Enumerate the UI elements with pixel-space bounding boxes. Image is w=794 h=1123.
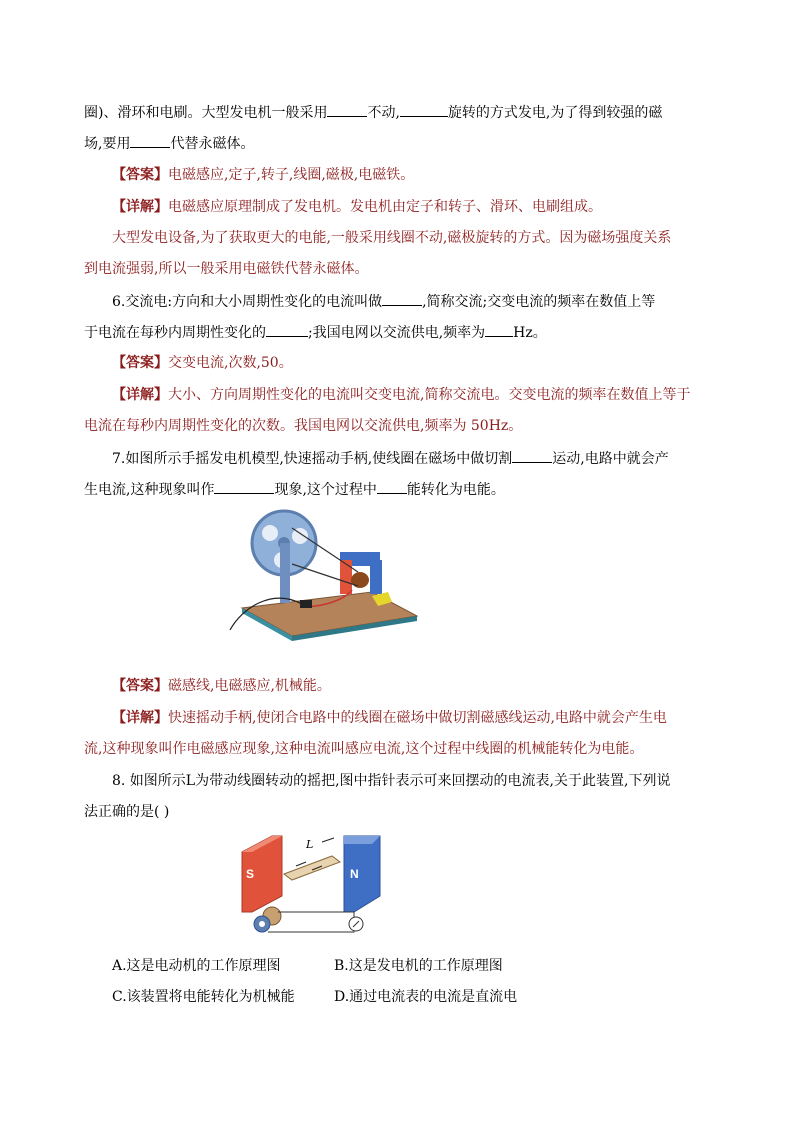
magnet-pole-right	[370, 560, 382, 594]
blank	[214, 479, 274, 494]
blank	[130, 133, 170, 148]
q5-text: 圈)、滑环和电刷。大型发电机一般采用	[84, 105, 328, 121]
q7-text: 生电流,这种现象叫作	[84, 482, 215, 498]
blank	[400, 102, 448, 117]
q5-line-2	[84, 133, 254, 154]
generator-principle-figure	[232, 826, 392, 944]
blank	[377, 479, 407, 494]
detail-text: 到电流强弱,所以一般采用电磁铁代替永磁体。	[84, 261, 369, 277]
blank	[512, 448, 552, 463]
detail-text: 电磁感应原理制成了发电机。发电机由定子和转子、滑环、电刷组成。	[168, 199, 602, 215]
option-b[interactable]: B.这是发电机的工作原理图	[334, 958, 503, 974]
detail-text: 快速摇动手柄,使闭合电路中的线圈在磁场中做切割磁感线运动,电路中就会产生电	[168, 710, 667, 726]
wheel-stand	[280, 543, 290, 603]
detail-text: 电流在每秒内周期性变化的次数。我国电网以交流供电,频率为 50Hz。	[84, 418, 523, 434]
q8-stem-line-1: 8. 如图所示L为带动线圈转动的摇把,图中指针表示可来回摆动的电流表,关于此装置,下列说	[112, 773, 671, 789]
option-a[interactable]: A.这是电动机的工作原理图	[112, 958, 281, 974]
answer-text: 电磁感应,定子,转子,线圈,磁极,电磁铁。	[168, 167, 415, 183]
detail-text: 流,这种现象叫作电磁感应现象,这种电流叫感应电流,这个过程中线圈的机械能转化为电能。	[84, 741, 644, 757]
q7-answer	[112, 676, 331, 696]
circuit-wire	[278, 912, 354, 920]
q6-line-2	[84, 322, 547, 343]
detail-tag: 【详解】	[112, 387, 168, 403]
wheel-hole	[262, 525, 278, 541]
coil	[351, 572, 369, 588]
terminal	[300, 600, 312, 608]
answer-text: 交变电流,次数,50。	[168, 355, 293, 371]
answer-text: 磁感线,电磁感应,机械能。	[168, 678, 331, 694]
base-board	[242, 592, 417, 636]
label-n: N	[350, 867, 359, 881]
q8-stem-line-2: 法正确的是( )	[84, 804, 170, 820]
ring-center	[259, 921, 265, 927]
q6-answer	[112, 353, 293, 373]
q6-text: Hz。	[513, 325, 547, 341]
answer-tag: 【答案】	[112, 355, 168, 371]
q7-line-1	[112, 448, 669, 469]
detail-tag: 【详解】	[112, 199, 168, 215]
answer-tag: 【答案】	[112, 167, 168, 183]
crank-handle	[322, 838, 334, 842]
q6-detail	[112, 385, 690, 405]
q5-text: 不动,	[367, 105, 400, 121]
q6-text: ;我国电网以交流供电,频率为	[308, 325, 486, 341]
q7-text: 运动,电路中就会产	[552, 451, 669, 467]
blank	[485, 322, 513, 337]
q5-text: 旋转的方式发电,为了得到较强的磁	[447, 105, 663, 121]
label-s: S	[246, 867, 255, 881]
coil-loop	[284, 856, 340, 880]
option-d[interactable]: D.通过电流表的电流是直流电	[334, 989, 518, 1005]
q6-line-1	[112, 291, 655, 312]
q6-text: 于电流在每秒内周期性变化的	[84, 325, 266, 341]
option-c[interactable]: C.该装置将电能转化为机械能	[112, 989, 295, 1005]
q5-line-1	[84, 102, 662, 123]
q7-detail	[112, 708, 667, 728]
blank	[327, 102, 367, 117]
magnet-pole-left	[340, 560, 352, 594]
label-l: L	[306, 838, 314, 851]
q7-text: 现象,这个过程中	[274, 482, 377, 498]
detail-text: 大小、方向周期性变化的电流叫交变电流,简称交流电。交变电流的频率在数值上等于	[168, 387, 691, 403]
current-arrow	[296, 862, 306, 866]
q6-text: 6.交流电:方向和大小周期性变化的电流叫做	[112, 294, 383, 310]
q6-text: ,简称交流;交变电流的频率在数值上等	[422, 294, 656, 310]
detail-text: 大型发电设备,为了获取更大的电能,一般采用线圈不动,磁极旋转的方式。因为磁场强度关系	[112, 230, 672, 246]
q7-line-2	[84, 479, 505, 500]
q5-text: 场,要用	[84, 136, 131, 152]
q5-detail	[112, 197, 602, 217]
detail-tag: 【详解】	[112, 710, 168, 726]
q7-text: 能转化为电能。	[406, 482, 505, 498]
wheel-hole	[292, 528, 308, 544]
q5-answer	[112, 165, 414, 185]
q5-text: 代替永磁体。	[170, 136, 255, 152]
answer-tag: 【答案】	[112, 678, 168, 694]
hand-crank-generator-figure	[222, 508, 422, 643]
blank	[382, 291, 422, 306]
blank	[266, 322, 308, 337]
q7-text: 7.如图所示手摇发电机模型,快速摇动手柄,使线圈在磁场中做切割	[112, 451, 513, 467]
circuit-wire	[268, 928, 354, 932]
